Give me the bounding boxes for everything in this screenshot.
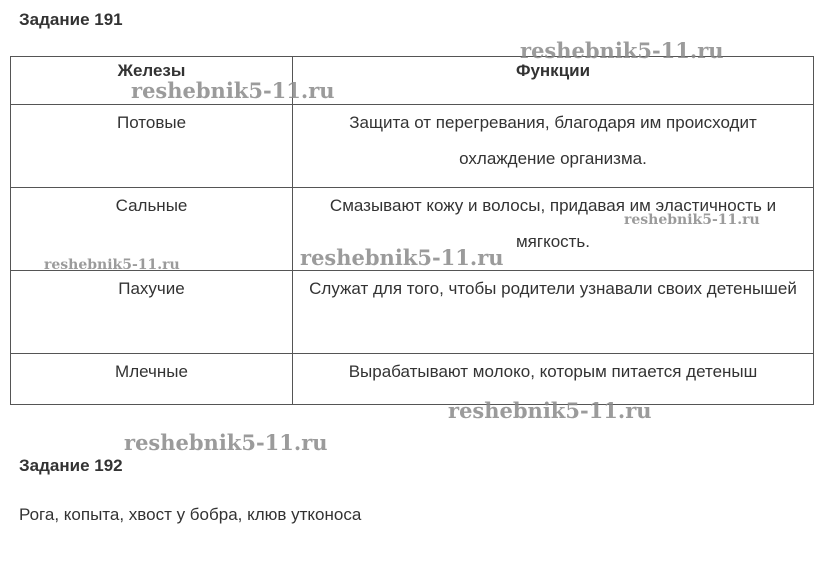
column-header-glands: Железы bbox=[11, 57, 293, 105]
gland-function-cell: Служат для того, чтобы родители узнавали своих детенышей bbox=[293, 271, 814, 354]
table-row bbox=[11, 271, 814, 354]
watermark-text: reshebnik5-11.ru bbox=[520, 38, 724, 63]
gland-function-cell: Вырабатывают молоко, которым питается детеныш bbox=[293, 354, 814, 405]
gland-function-cell: Защита от перегревания, благодаря им происходит охлаждение организма. bbox=[293, 105, 814, 188]
gland-function-cell: Смазывают кожу и волосы, придавая им эластичность и мягкость. bbox=[293, 188, 814, 271]
task-192-answer: Рога, копыта, хвост у бобра, клюв утконоса bbox=[19, 505, 362, 524]
watermark-text: reshebnik5-11.ru bbox=[124, 430, 328, 455]
watermark-text: reshebnik5-11.ru bbox=[624, 212, 760, 228]
task-191-heading: Задание 191 bbox=[19, 10, 123, 29]
column-header-functions: Функции bbox=[293, 57, 814, 105]
task-192-heading: Задание 192 bbox=[19, 456, 123, 475]
table-header-row bbox=[11, 57, 814, 105]
table-row bbox=[11, 188, 814, 271]
table-row bbox=[11, 105, 814, 188]
glands-table bbox=[10, 56, 814, 405]
gland-name-cell: Сальные bbox=[11, 188, 293, 271]
watermark-text: reshebnik5-11.ru bbox=[300, 245, 504, 270]
watermark-text: reshebnik5-11.ru bbox=[44, 257, 180, 273]
watermark-text: reshebnik5-11.ru bbox=[448, 398, 652, 423]
gland-name-cell: Млечные bbox=[11, 354, 293, 405]
watermark-text: reshebnik5-11.ru bbox=[131, 78, 335, 103]
gland-name-cell: Потовые bbox=[11, 105, 293, 188]
gland-name-cell: Пахучие bbox=[11, 271, 293, 354]
table-row bbox=[11, 354, 814, 405]
